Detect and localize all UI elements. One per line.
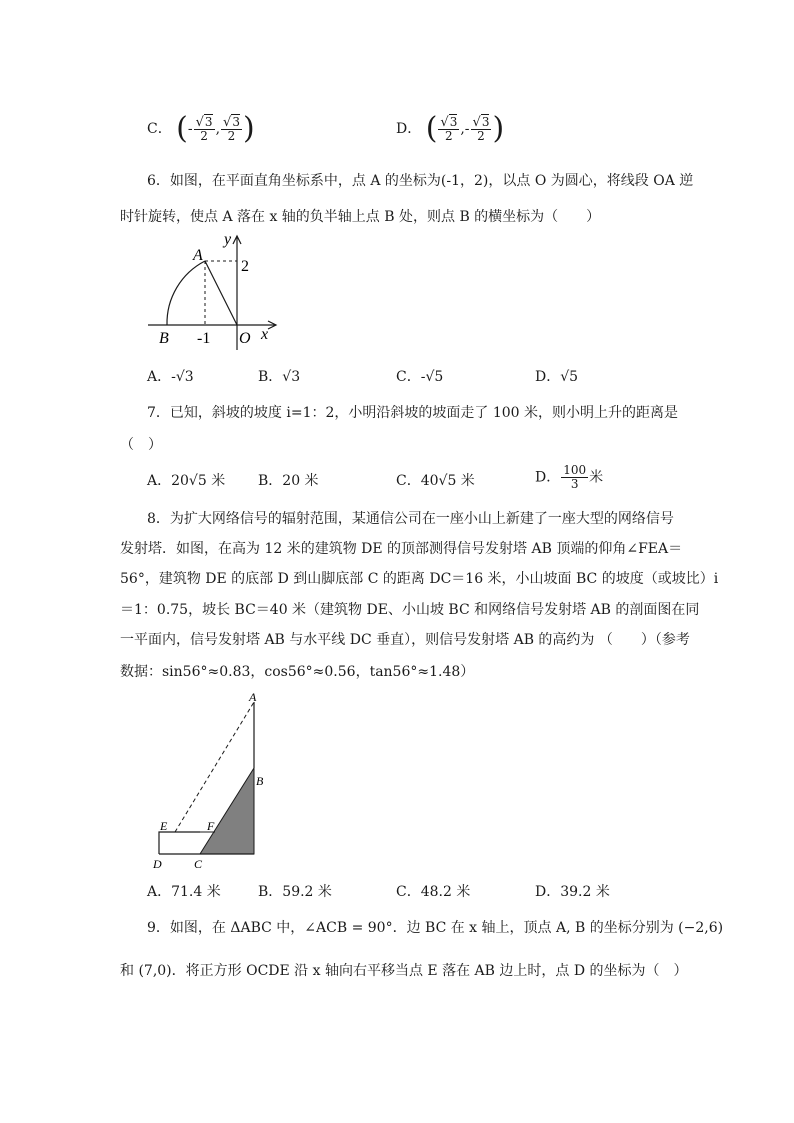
q7-option-d-unit: 米	[589, 469, 604, 486]
q7-option-d-denominator: 3	[570, 477, 579, 491]
q8-stem-line6: 数据：sin56°≈0.83，cos56°≈0.56，tan56°≈1.48）	[120, 664, 475, 680]
q6-option-a: A．-√3	[147, 369, 194, 385]
q8-label-c: C	[194, 857, 203, 871]
q8-label-e: E	[160, 819, 168, 833]
q6-label-y: y	[224, 231, 232, 248]
q7-option-b: B．20 米	[258, 473, 319, 489]
q6-label-2: 2	[241, 258, 249, 275]
q6-figure	[140, 228, 290, 353]
q8-stem-line4: ＝1：0.75，坡长 BC＝40 米（建筑物 DE、小山坡 BC 和网络信号发射塔 AB 的剖面图在同	[120, 602, 700, 618]
q6-stem-line1: 6．如图，在平面直角坐标系中，点 A 的坐标为(-1，2)，以点 O 为圆心，将线段 OA 逆	[147, 173, 694, 189]
q6-option-d: D．√5	[535, 369, 579, 385]
q6-label-x: x	[261, 326, 269, 343]
q8-label-d: D	[153, 857, 162, 871]
q7-stem-line2: （ ）	[120, 437, 162, 453]
q9-stem-line1: 9．如图，在 ΔABC 中，∠ACB = 90°．边 BC 在 x 轴上，顶点 A, B 的坐标分别为 (−2,6)	[147, 920, 724, 936]
q5-option-c: C． (- $\frac{√3}{2}$ , $\frac{√3}{2}$ )	[147, 111, 255, 146]
q8-stem-line3: 56°，建筑物 DE 的底部 D 到山脚底部 C 的距离 DC＝16 米，小山坡面 BC 的坡度（或坡比）i	[120, 571, 719, 587]
q6-arc	[167, 261, 205, 325]
q7-option-d	[535, 464, 603, 491]
q8-figure	[145, 690, 275, 875]
q6-stem-line2: 时针旋转，使点 A 落在 x 轴的负半轴上点 B 处，则点 B 的横坐标为（ ）	[120, 209, 601, 225]
q8-option-b: B．59.2 米	[258, 884, 332, 900]
q6-label-neg1: -1	[197, 330, 211, 347]
q8-hill-slope	[200, 768, 254, 854]
q6-label-b: B	[159, 330, 169, 347]
q5-option-d: D． ( $\frac{√3}{2}$ ,- $\frac{√3}{2}$ )	[396, 111, 505, 146]
q8-label-a: A	[249, 690, 257, 704]
q6-label-a: A	[193, 247, 203, 264]
q7-option-c: C．40√5 米	[396, 473, 475, 489]
q8-option-d: D．39.2 米	[535, 884, 610, 900]
q6-label-o: O	[239, 330, 251, 347]
q8-building-de	[159, 832, 200, 854]
q7-option-a: A．20√5 米	[147, 473, 226, 489]
q6-option-c: C．-√5	[396, 369, 444, 385]
q8-stem-line2: 发射塔．如图，在高为 12 米的建筑物 DE 的顶部测得信号发射塔 AB 顶端的仰角∠FEA＝	[120, 541, 683, 557]
q8-label-f: F	[207, 819, 215, 833]
q8-stem-line5: 一平面内，信号发射塔 AB 与水平线 DC 垂直），则信号发射塔 AB 的高约为 （ ）（参考	[120, 632, 690, 648]
q6-option-b: B．√3	[258, 369, 301, 385]
q7-option-d-label: D．	[535, 469, 561, 486]
q8-option-a: A．71.4 米	[147, 884, 221, 900]
q8-label-b: B	[256, 774, 264, 788]
q5-option-c-label: C．	[147, 121, 172, 137]
q7-stem-line1: 7．已知，斜坡的坡度 i=1：2，小明沿斜坡的坡面走了 100 米，则小明上升的距离是	[147, 405, 678, 421]
q7-option-d-numerator: 100	[563, 463, 587, 477]
q6-segment-oa	[205, 261, 237, 325]
q5-option-d-label: D．	[396, 121, 422, 137]
q8-option-c: C．48.2 米	[396, 884, 471, 900]
q9-stem-line2: 和 (7,0)．将正方形 OCDE 沿 x 轴向右平移当点 E 落在 AB 边上时，点 D 的坐标为（ ）	[120, 963, 688, 979]
q8-stem-line1: 8．为扩大网络信号的辐射范围，某通信公司在一座小山上新建了一座大型的网络信号	[147, 511, 674, 527]
